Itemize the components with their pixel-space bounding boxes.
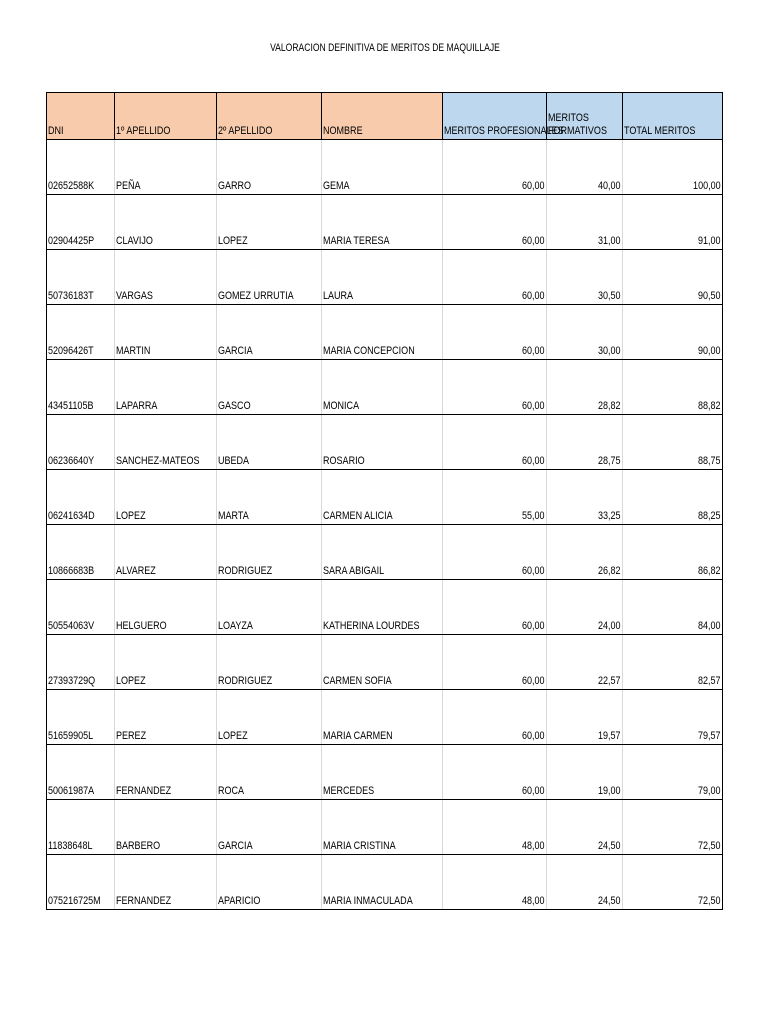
merits-table <box>46 92 723 910</box>
cell-apellido2: LOPEZ <box>217 690 322 745</box>
cell-total-meritos: 72,50 <box>623 800 723 855</box>
cell-meritos-formativos: 28,82 <box>547 360 623 415</box>
cell-apellido1: PEREZ <box>115 690 217 745</box>
cell-total-meritos: 79,00 <box>623 745 723 800</box>
cell-nombre: MARIA INMACULADA <box>322 855 443 910</box>
cell-apellido1: LOPEZ <box>115 470 217 525</box>
cell-dni: 075216725M <box>47 855 115 910</box>
column-header-total-meritos: TOTAL MERITOS <box>623 93 723 140</box>
cell-meritos-formativos: 31,00 <box>547 195 623 250</box>
cell-nombre: CARMEN ALICIA <box>322 470 443 525</box>
table-row <box>47 690 723 745</box>
cell-total-meritos: 79,57 <box>623 690 723 745</box>
cell-meritos-formativos: 24,00 <box>547 580 623 635</box>
table-row <box>47 855 723 910</box>
cell-meritos-profesionales: 60,00 <box>443 250 547 305</box>
cell-total-meritos: 88,75 <box>623 415 723 470</box>
cell-apellido2: GARCIA <box>217 305 322 360</box>
cell-dni: 50554063V <box>47 580 115 635</box>
cell-total-meritos: 84,00 <box>623 580 723 635</box>
cell-apellido1: FERNANDEZ <box>115 855 217 910</box>
cell-apellido2: GOMEZ URRUTIA <box>217 250 322 305</box>
cell-nombre: CARMEN SOFIA <box>322 635 443 690</box>
table-row <box>47 580 723 635</box>
cell-apellido2: MARTA <box>217 470 322 525</box>
cell-meritos-formativos: 19,57 <box>547 690 623 745</box>
cell-apellido1: CLAVIJO <box>115 195 217 250</box>
cell-total-meritos: 88,25 <box>623 470 723 525</box>
cell-meritos-profesionales: 60,00 <box>443 305 547 360</box>
cell-nombre: SARA ABIGAIL <box>322 525 443 580</box>
cell-total-meritos: 72,50 <box>623 855 723 910</box>
table-row <box>47 415 723 470</box>
cell-meritos-formativos: 22,57 <box>547 635 623 690</box>
cell-apellido1: FERNANDEZ <box>115 745 217 800</box>
table-row <box>47 195 723 250</box>
cell-meritos-profesionales: 55,00 <box>443 470 547 525</box>
cell-apellido2: RODRIGUEZ <box>217 635 322 690</box>
cell-meritos-formativos: 26,82 <box>547 525 623 580</box>
cell-nombre: GEMA <box>322 140 443 195</box>
cell-dni: 50736183T <box>47 250 115 305</box>
cell-apellido1: LAPARRA <box>115 360 217 415</box>
cell-meritos-profesionales: 60,00 <box>443 195 547 250</box>
table-row <box>47 525 723 580</box>
cell-meritos-formativos: 19,00 <box>547 745 623 800</box>
table-row <box>47 250 723 305</box>
cell-meritos-profesionales: 60,00 <box>443 140 547 195</box>
cell-meritos-profesionales: 60,00 <box>443 690 547 745</box>
cell-dni: 43451105B <box>47 360 115 415</box>
cell-nombre: MARIA CRISTINA <box>322 800 443 855</box>
cell-apellido2: LOAYZA <box>217 580 322 635</box>
cell-meritos-profesionales: 60,00 <box>443 360 547 415</box>
cell-nombre: MARIA TERESA <box>322 195 443 250</box>
cell-dni: 06241634D <box>47 470 115 525</box>
cell-total-meritos: 90,00 <box>623 305 723 360</box>
table-row <box>47 360 723 415</box>
cell-apellido2: GARRO <box>217 140 322 195</box>
page-title: VALORACION DEFINITIVA DE MERITOS DE MAQUILLAJE <box>270 42 500 54</box>
column-header-meritos-formativos: MERITOS FORMATIVOS <box>547 93 623 140</box>
cell-apellido1: MARTIN <box>115 305 217 360</box>
cell-dni: 10866683B <box>47 525 115 580</box>
cell-meritos-profesionales: 60,00 <box>443 745 547 800</box>
column-header-apellido1: 1º APELLIDO <box>115 93 217 140</box>
cell-dni: 11838648L <box>47 800 115 855</box>
cell-apellido1: HELGUERO <box>115 580 217 635</box>
cell-meritos-profesionales: 60,00 <box>443 635 547 690</box>
cell-meritos-formativos: 28,75 <box>547 415 623 470</box>
cell-nombre: LAURA <box>322 250 443 305</box>
cell-nombre: MARIA CONCEPCION <box>322 305 443 360</box>
cell-nombre: KATHERINA LOURDES <box>322 580 443 635</box>
table-row <box>47 470 723 525</box>
cell-apellido2: APARICIO <box>217 855 322 910</box>
cell-apellido1: ALVAREZ <box>115 525 217 580</box>
cell-dni: 51659905L <box>47 690 115 745</box>
cell-apellido2: RODRIGUEZ <box>217 525 322 580</box>
cell-dni: 52096426T <box>47 305 115 360</box>
cell-meritos-formativos: 33,25 <box>547 470 623 525</box>
cell-dni: 02652588K <box>47 140 115 195</box>
column-header-apellido2: 2º APELLIDO <box>217 93 322 140</box>
table-header-row <box>47 93 723 140</box>
cell-apellido1: PEÑA <box>115 140 217 195</box>
cell-total-meritos: 82,57 <box>623 635 723 690</box>
cell-total-meritos: 91,00 <box>623 195 723 250</box>
cell-dni: 06236640Y <box>47 415 115 470</box>
cell-total-meritos: 90,50 <box>623 250 723 305</box>
column-header-dni: DNI <box>47 93 115 140</box>
column-header-nombre: NOMBRE <box>322 93 443 140</box>
table-row <box>47 305 723 360</box>
table-row <box>47 140 723 195</box>
cell-meritos-formativos: 24,50 <box>547 855 623 910</box>
cell-nombre: MONICA <box>322 360 443 415</box>
cell-meritos-profesionales: 48,00 <box>443 855 547 910</box>
table-body <box>47 140 723 910</box>
cell-meritos-profesionales: 48,00 <box>443 800 547 855</box>
table-row <box>47 745 723 800</box>
cell-apellido2: ROCA <box>217 745 322 800</box>
cell-apellido1: LOPEZ <box>115 635 217 690</box>
cell-meritos-profesionales: 60,00 <box>443 415 547 470</box>
cell-meritos-profesionales: 60,00 <box>443 525 547 580</box>
cell-apellido2: GASCO <box>217 360 322 415</box>
cell-apellido2: GARCIA <box>217 800 322 855</box>
cell-apellido2: UBEDA <box>217 415 322 470</box>
cell-total-meritos: 100,00 <box>623 140 723 195</box>
cell-apellido2: LOPEZ <box>217 195 322 250</box>
cell-nombre: MARIA CARMEN <box>322 690 443 745</box>
column-header-meritos-profesionales: MERITOS PROFESIONALES <box>443 93 547 140</box>
cell-meritos-formativos: 30,50 <box>547 250 623 305</box>
cell-meritos-formativos: 40,00 <box>547 140 623 195</box>
cell-total-meritos: 88,82 <box>623 360 723 415</box>
cell-meritos-formativos: 30,00 <box>547 305 623 360</box>
cell-apellido1: VARGAS <box>115 250 217 305</box>
table-row <box>47 800 723 855</box>
cell-apellido1: SANCHEZ-MATEOS <box>115 415 217 470</box>
table-row <box>47 635 723 690</box>
cell-meritos-formativos: 24,50 <box>547 800 623 855</box>
cell-nombre: MERCEDES <box>322 745 443 800</box>
cell-meritos-profesionales: 60,00 <box>443 580 547 635</box>
cell-dni: 50061987A <box>47 745 115 800</box>
cell-nombre: ROSARIO <box>322 415 443 470</box>
cell-apellido1: BARBERO <box>115 800 217 855</box>
cell-dni: 02904425P <box>47 195 115 250</box>
cell-total-meritos: 86,82 <box>623 525 723 580</box>
cell-dni: 27393729Q <box>47 635 115 690</box>
